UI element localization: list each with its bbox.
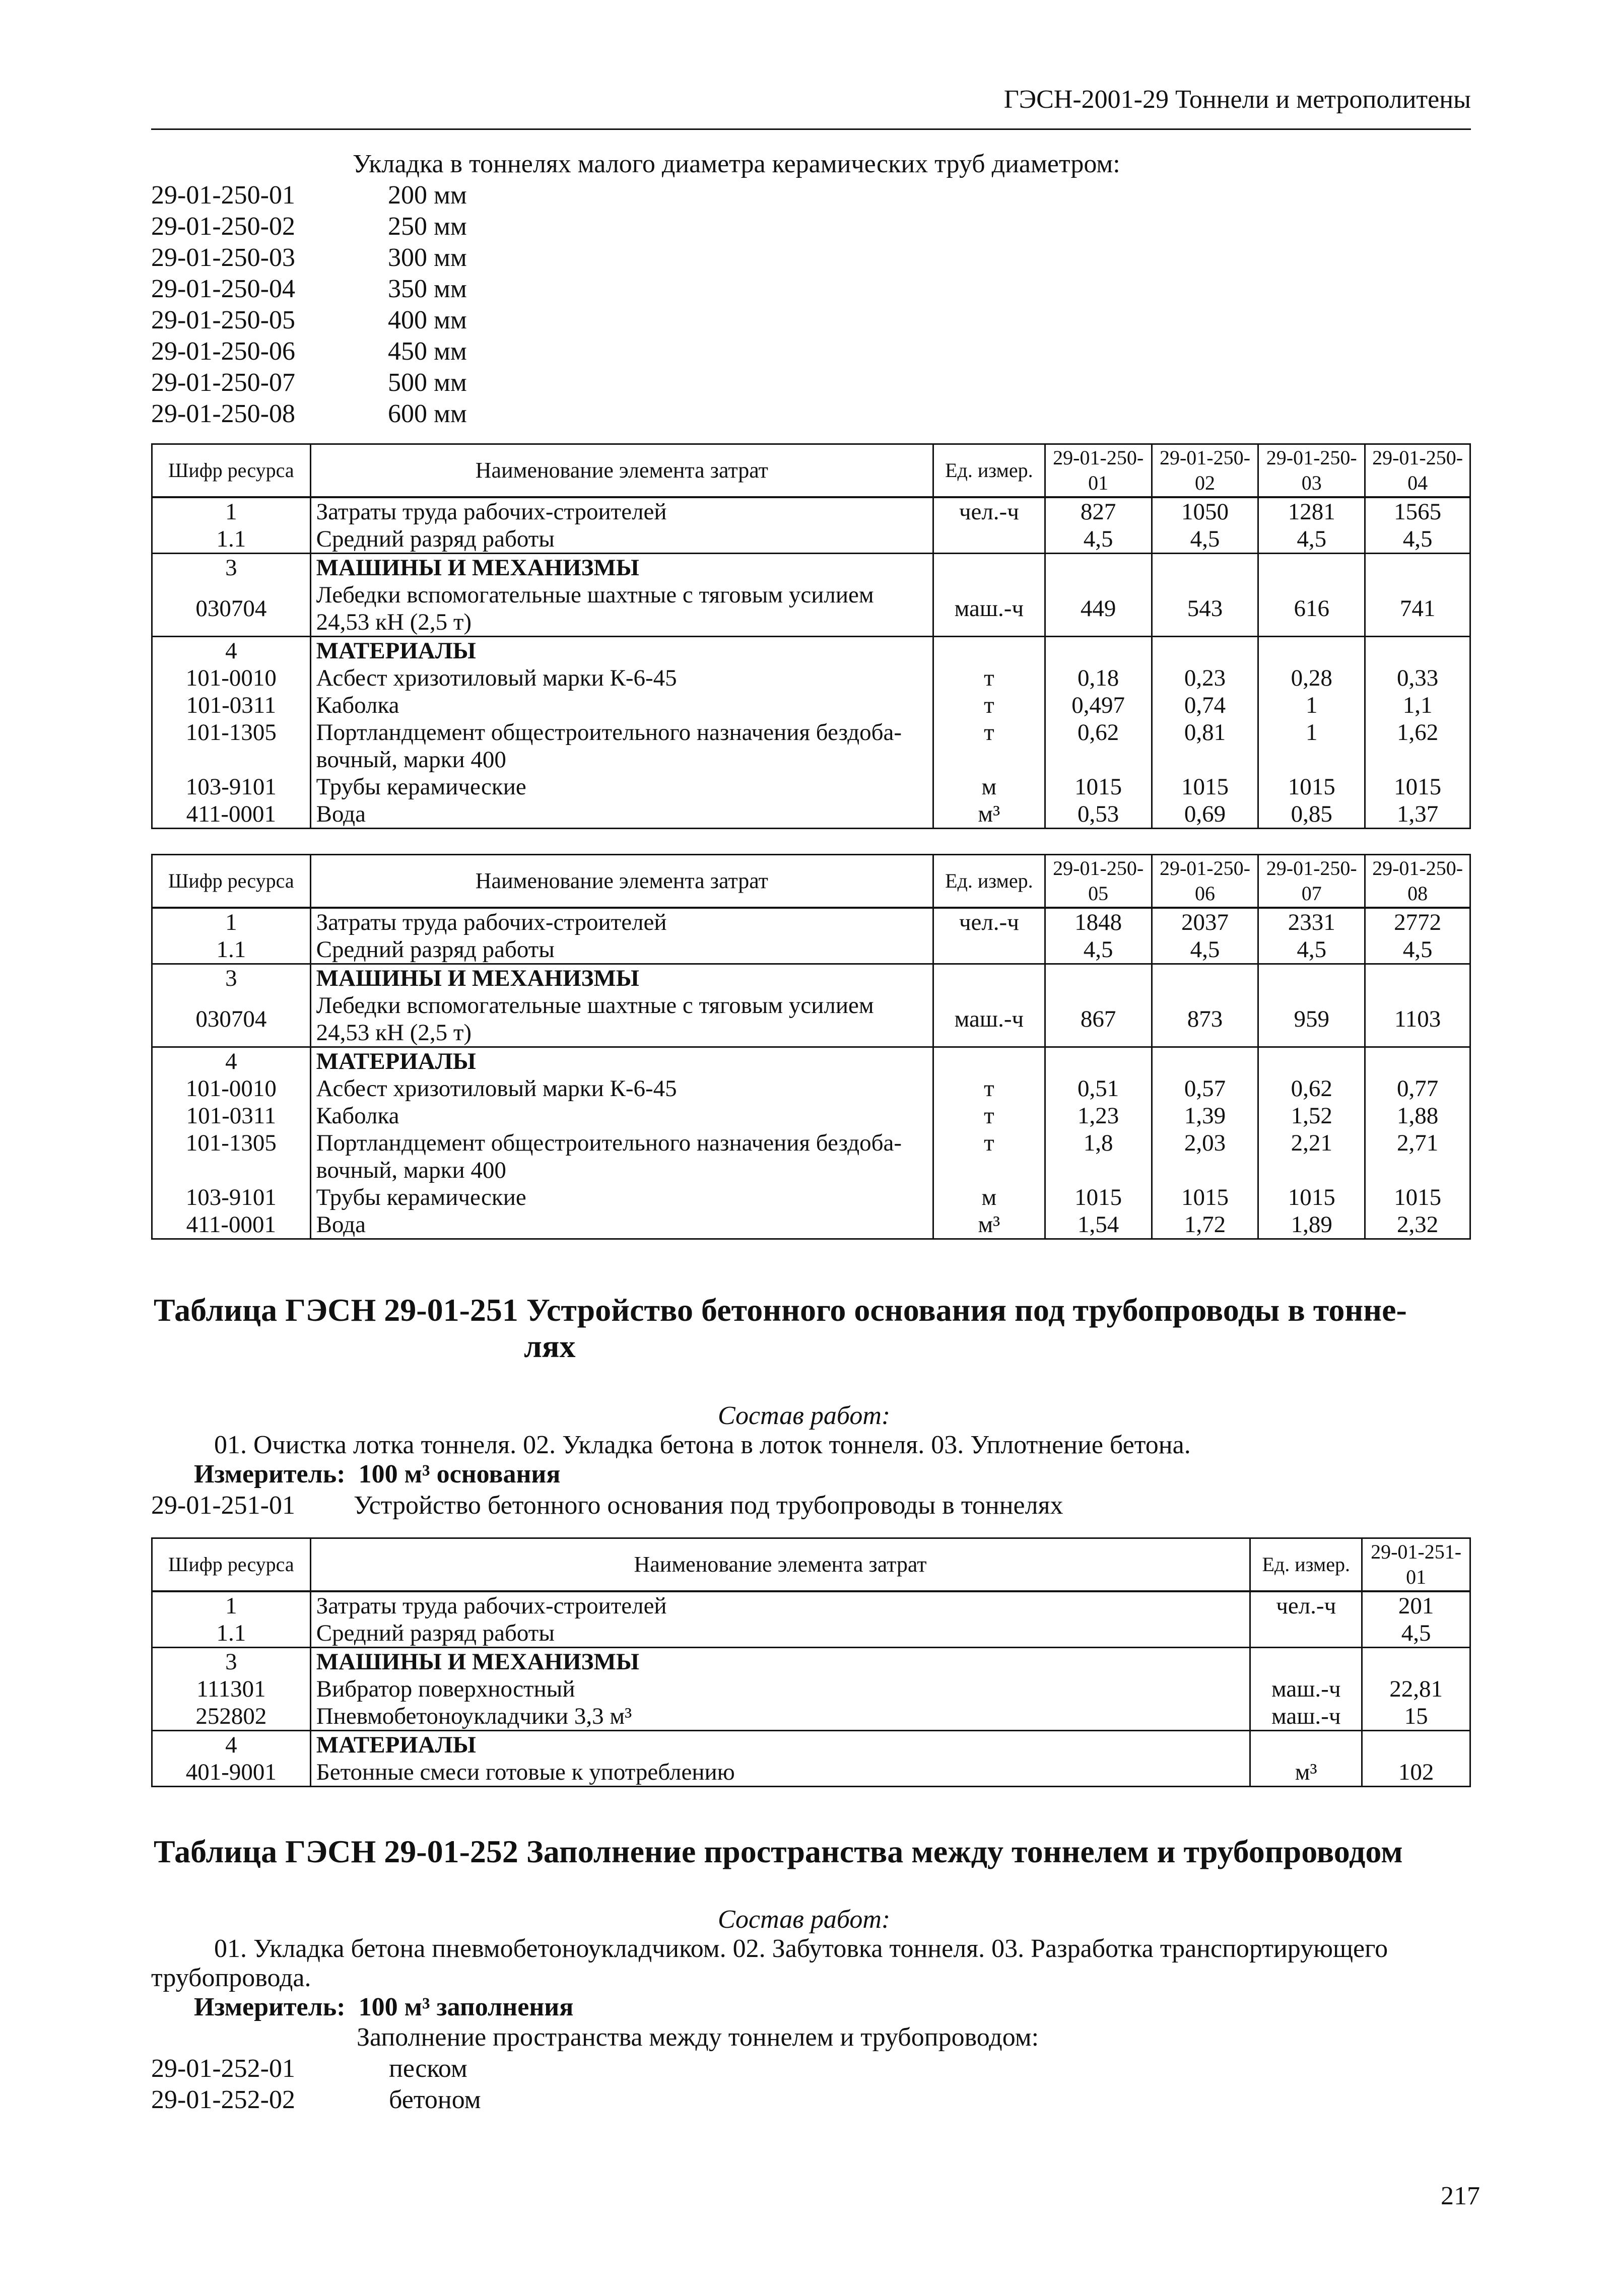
cell-value: 102 — [1362, 1759, 1470, 1787]
section-heading-materials: МАТЕРИАЛЫ — [310, 1047, 933, 1075]
cell-value: 827 — [1045, 497, 1152, 525]
cell-value: 22,81 — [1362, 1675, 1470, 1703]
cell-value: 1015 — [1152, 773, 1258, 800]
cell-unit: м — [933, 1184, 1045, 1211]
col-header-code: 29-01-250-03 — [1258, 444, 1365, 497]
cell-value: 616 — [1258, 581, 1365, 637]
cell-unit: маш.-ч — [1250, 1703, 1362, 1731]
running-header: ГЭСН-2001-29 Тоннели и метрополитены — [1003, 85, 1471, 114]
table-row — [152, 908, 1470, 936]
cell-name: Средний разряд работы — [310, 936, 933, 964]
cell-name-line: Лебедки вспомогательные шахтные с тяговым усилием — [316, 581, 874, 608]
table-252-title: Таблица ГЭСН 29-01-252 Заполнение пространства между тоннелем и трубопроводом — [154, 1834, 1403, 1869]
cell-unit: т — [933, 1129, 1045, 1184]
item-code: 29-01-250-04 — [151, 275, 295, 303]
cell-value: 0,51 — [1045, 1075, 1152, 1102]
cell-unit — [1250, 1730, 1362, 1759]
cell-code: 252802 — [152, 1703, 311, 1731]
col-header-name: Наименование элемента затрат — [310, 855, 933, 908]
cell-value — [1365, 636, 1470, 664]
section-252-intro: Заполнение пространства между тоннелем и трубопроводом: — [357, 2023, 1039, 2052]
cell-unit: маш.-ч — [933, 581, 1045, 637]
cell-name: Вибратор поверхностный — [310, 1675, 1250, 1703]
table-row — [152, 525, 1470, 554]
table-row — [152, 936, 1470, 964]
list-item — [151, 274, 467, 305]
norm-code: 29-01-251-01 — [151, 1491, 295, 1520]
table-header-row — [152, 855, 1470, 908]
cell-value: 1,88 — [1365, 1102, 1470, 1129]
cell-code: 101-0311 — [152, 692, 311, 719]
cell-unit: м³ — [933, 1211, 1045, 1239]
col-header-code: 29-01-250-05 — [1045, 855, 1152, 908]
cell-unit: т — [933, 664, 1045, 692]
section-250-intro: Укладка в тоннелях малого диаметра керамических труб диаметром: — [353, 150, 1120, 178]
item-code: 29-01-250-01 — [151, 181, 295, 210]
table-header-row — [152, 444, 1470, 497]
table-row — [152, 800, 1470, 829]
work-composition-label: Состав работ: — [718, 1401, 891, 1430]
item-desc: 600 мм — [388, 399, 467, 428]
cell-value: 1050 — [1152, 497, 1258, 525]
item-code: 29-01-250-05 — [151, 306, 295, 334]
cell-unit — [1250, 1619, 1362, 1648]
col-header-unit: Ед. измер. — [933, 855, 1045, 908]
cell-value: 873 — [1152, 992, 1258, 1047]
cell-value: 1,37 — [1365, 800, 1470, 829]
table-row — [152, 692, 1470, 719]
cell-code: 030704 — [152, 992, 311, 1047]
norm-code-line — [151, 1490, 1063, 1521]
cell-name: Средний разряд работы — [310, 525, 933, 554]
cell-code: 1.1 — [152, 525, 311, 554]
cell-value — [1045, 636, 1152, 664]
cell-code: 101-0010 — [152, 664, 311, 692]
table-row — [152, 719, 1470, 773]
cell-value — [1045, 1047, 1152, 1075]
cell-value: 1,39 — [1152, 1102, 1258, 1129]
col-header-resource: Шифр ресурса — [152, 444, 311, 497]
cell-value: 1 — [1258, 719, 1365, 773]
cell-code: 101-1305 — [152, 719, 311, 773]
cell-value: 1015 — [1045, 1184, 1152, 1211]
cell-value: 449 — [1045, 581, 1152, 637]
cell-unit — [933, 553, 1045, 581]
cell-name: Средний разряд работы — [310, 1619, 1250, 1648]
list-item — [151, 211, 467, 242]
cell-code: 103-9101 — [152, 773, 311, 800]
item-desc: 400 мм — [388, 306, 467, 334]
cell-unit: т — [933, 1102, 1045, 1129]
cell-value — [1362, 1730, 1470, 1759]
col-header-code: 29-01-250-04 — [1365, 444, 1470, 497]
section-252-code-list — [151, 2053, 481, 2116]
cell-value: 867 — [1045, 992, 1152, 1047]
cell-name-line: вочный, марки 400 — [316, 1157, 506, 1183]
cell-value: 0,53 — [1045, 800, 1152, 829]
cell-value: 1,54 — [1045, 1211, 1152, 1239]
list-item — [151, 398, 467, 430]
list-item — [151, 2084, 481, 2116]
cell-unit: чел.-ч — [933, 908, 1045, 936]
cell-value: 4,5 — [1365, 936, 1470, 964]
resource-table-250-b — [151, 854, 1471, 1240]
cell-name: Затраты труда рабочих-строителей — [310, 908, 933, 936]
cell-code: 1 — [152, 497, 311, 525]
cell-value: 0,62 — [1258, 1075, 1365, 1102]
cell-code: 3 — [152, 553, 311, 581]
meter-line — [194, 1459, 561, 1490]
cell-code: 4 — [152, 636, 311, 664]
cell-name: Каболка — [310, 1102, 933, 1129]
resource-table-250-a — [151, 443, 1471, 829]
cell-value: 4,5 — [1045, 525, 1152, 554]
item-desc: бетоном — [389, 2085, 481, 2114]
cell-unit: чел.-ч — [1250, 1591, 1362, 1619]
col-header-code: 29-01-250-01 — [1045, 444, 1152, 497]
col-header-unit: Ед. измер. — [1250, 1538, 1362, 1591]
cell-name: Затраты труда рабочих-строителей — [310, 497, 933, 525]
cell-value — [1258, 553, 1365, 581]
cell-value: 1015 — [1152, 1184, 1258, 1211]
cell-value: 201 — [1362, 1591, 1470, 1619]
cell-value: 1,72 — [1152, 1211, 1258, 1239]
cell-name-line: 24,53 кН (2,5 т) — [316, 609, 472, 635]
table-row — [152, 1647, 1470, 1675]
col-header-unit: Ед. измер. — [933, 444, 1045, 497]
cell-value: 4,5 — [1258, 525, 1365, 554]
col-header-code: 29-01-251-01 — [1362, 1538, 1470, 1591]
table-row — [152, 1075, 1470, 1102]
table-header-row — [152, 1538, 1470, 1591]
cell-value: 0,18 — [1045, 664, 1152, 692]
cell-value: 2,71 — [1365, 1129, 1470, 1184]
cell-value — [1152, 1047, 1258, 1075]
cell-code: 101-1305 — [152, 1129, 311, 1184]
cell-value: 1565 — [1365, 497, 1470, 525]
cell-value: 4,5 — [1365, 525, 1470, 554]
cell-value — [1152, 636, 1258, 664]
list-item — [151, 367, 467, 398]
cell-value: 2331 — [1258, 908, 1365, 936]
cell-name-line: 24,53 кН (2,5 т) — [316, 1019, 472, 1046]
resource-table-251 — [151, 1537, 1471, 1787]
cell-value — [1365, 1047, 1470, 1075]
work-composition-text: 01. Очистка лотка тоннеля. 02. Укладка бетона в лоток тоннеля. 03. Уплотнение бетона. — [214, 1431, 1191, 1459]
section-250-code-list — [151, 180, 467, 430]
cell-name: Асбест хризотиловый марки К-6-45 — [310, 1075, 933, 1102]
cell-value: 1015 — [1258, 773, 1365, 800]
cell-code: 103-9101 — [152, 1184, 311, 1211]
table-row — [152, 1211, 1470, 1239]
cell-name-line: Портландцемент общестроительного назначения бездоба- — [316, 719, 902, 746]
table-row — [152, 992, 1470, 1047]
cell-unit: т — [933, 692, 1045, 719]
col-header-code: 29-01-250-07 — [1258, 855, 1365, 908]
cell-name: Бетонные смеси готовые к употреблению — [310, 1759, 1250, 1787]
list-item — [151, 180, 467, 211]
cell-value: 2,21 — [1258, 1129, 1365, 1184]
list-item — [151, 242, 467, 274]
cell-code: 401-9001 — [152, 1759, 311, 1787]
cell-value: 741 — [1365, 581, 1470, 637]
cell-unit: чел.-ч — [933, 497, 1045, 525]
cell-value — [1152, 553, 1258, 581]
list-item — [151, 305, 467, 336]
table-row — [152, 497, 1470, 525]
cell-value — [1365, 964, 1470, 992]
section-heading-machines: МАШИНЫ И МЕХАНИЗМЫ — [310, 1647, 1250, 1675]
work-composition-text: 01. Укладка бетона пневмобетоноукладчиком. 02. Забутовка тоннеля. 03. Разработка транспортирующего — [214, 1934, 1388, 1963]
cell-name-line: Лебедки вспомогательные шахтные с тяговым усилием — [316, 992, 874, 1019]
meter-label: Измеритель: — [194, 1993, 346, 2021]
col-header-code: 29-01-250-06 — [1152, 855, 1258, 908]
cell-value: 1,89 — [1258, 1211, 1365, 1239]
cell-value: 4,5 — [1258, 936, 1365, 964]
cell-value — [1152, 964, 1258, 992]
cell-value: 1,62 — [1365, 719, 1470, 773]
cell-value: 1 — [1258, 692, 1365, 719]
list-item — [151, 336, 467, 367]
table-row — [152, 664, 1470, 692]
cell-code: 4 — [152, 1047, 311, 1075]
table-row — [152, 1675, 1470, 1703]
table-row — [152, 1184, 1470, 1211]
cell-value: 959 — [1258, 992, 1365, 1047]
cell-unit: м³ — [933, 800, 1045, 829]
item-desc: 250 мм — [388, 212, 467, 241]
cell-value: 0,57 — [1152, 1075, 1258, 1102]
cell-value: 0,77 — [1365, 1075, 1470, 1102]
work-composition-text-cont: трубопровода. — [151, 1964, 311, 1992]
cell-value: 1,1 — [1365, 692, 1470, 719]
item-desc: 300 мм — [388, 243, 467, 272]
cell-value — [1365, 553, 1470, 581]
cell-value: 0,28 — [1258, 664, 1365, 692]
table-row — [152, 1759, 1470, 1787]
table-row — [152, 1730, 1470, 1759]
cell-code: 1.1 — [152, 1619, 311, 1648]
cell-value: 1015 — [1365, 773, 1470, 800]
cell-unit — [1250, 1647, 1362, 1675]
cell-name: Вода — [310, 1211, 933, 1239]
table-row — [152, 1129, 1470, 1184]
cell-name: Вода — [310, 800, 933, 829]
cell-name: Затраты труда рабочих-строителей — [310, 1591, 1250, 1619]
cell-value — [1258, 1047, 1365, 1075]
item-code: 29-01-250-08 — [151, 399, 295, 428]
item-code: 29-01-250-07 — [151, 368, 295, 397]
item-code: 29-01-252-02 — [151, 2085, 295, 2114]
cell-code: 4 — [152, 1730, 311, 1759]
cell-value: 4,5 — [1362, 1619, 1470, 1648]
cell-code: 1 — [152, 908, 311, 936]
cell-unit — [933, 1047, 1045, 1075]
norm-desc: Устройство бетонного основания под трубопроводы в тоннелях — [354, 1491, 1063, 1520]
item-desc: 450 мм — [388, 337, 467, 366]
cell-unit — [933, 936, 1045, 964]
cell-value: 543 — [1152, 581, 1258, 637]
table-row — [152, 1102, 1470, 1129]
cell-value: 2,03 — [1152, 1129, 1258, 1184]
section-heading-machines: МАШИНЫ И МЕХАНИЗМЫ — [310, 553, 933, 581]
col-header-code: 29-01-250-02 — [1152, 444, 1258, 497]
table-251-title-line1: Таблица ГЭСН 29-01-251 Устройство бетонного основания под трубопроводы в тонне- — [154, 1292, 1407, 1328]
meter-value: 100 м³ основания — [358, 1460, 561, 1489]
cell-value: 2,32 — [1365, 1211, 1470, 1239]
table-row — [152, 553, 1470, 581]
cell-value: 0,62 — [1045, 719, 1152, 773]
section-heading-materials: МАТЕРИАЛЫ — [310, 636, 933, 664]
cell-value: 4,5 — [1152, 525, 1258, 554]
item-code: 29-01-252-01 — [151, 2054, 295, 2083]
cell-unit: т — [933, 719, 1045, 773]
cell-value: 1,52 — [1258, 1102, 1365, 1129]
cell-name: Пневмобетоноукладчики 3,3 м³ — [310, 1703, 1250, 1731]
cell-unit: маш.-ч — [1250, 1675, 1362, 1703]
cell-code: 3 — [152, 964, 311, 992]
cell-value: 1015 — [1258, 1184, 1365, 1211]
cell-unit: м — [933, 773, 1045, 800]
cell-value — [1045, 553, 1152, 581]
cell-value: 2037 — [1152, 908, 1258, 936]
cell-unit — [933, 636, 1045, 664]
cell-unit: т — [933, 1075, 1045, 1102]
page-number: 217 — [1441, 2182, 1480, 2210]
meter-label: Измеритель: — [194, 1460, 346, 1489]
cell-name — [310, 1129, 933, 1184]
cell-value — [1045, 964, 1152, 992]
item-desc: 350 мм — [388, 275, 467, 303]
cell-value: 15 — [1362, 1703, 1470, 1731]
cell-value: 1848 — [1045, 908, 1152, 936]
cell-value: 4,5 — [1045, 936, 1152, 964]
table-row — [152, 636, 1470, 664]
meter-value: 100 м³ заполнения — [358, 1993, 574, 2021]
work-composition-label: Состав работ: — [718, 1905, 891, 1934]
table-row — [152, 964, 1470, 992]
cell-code: 030704 — [152, 581, 311, 637]
col-header-resource: Шифр ресурса — [152, 855, 311, 908]
cell-name: Асбест хризотиловый марки К-6-45 — [310, 664, 933, 692]
section-heading-machines: МАШИНЫ И МЕХАНИЗМЫ — [310, 964, 933, 992]
cell-value: 1015 — [1365, 1184, 1470, 1211]
table-row — [152, 1703, 1470, 1731]
table-row — [152, 1047, 1470, 1075]
table-row — [152, 1619, 1470, 1648]
cell-name — [310, 992, 933, 1047]
cell-value — [1258, 636, 1365, 664]
cell-value: 1103 — [1365, 992, 1470, 1047]
col-header-name: Наименование элемента затрат — [310, 1538, 1250, 1591]
cell-value: 4,5 — [1152, 936, 1258, 964]
cell-code: 411-0001 — [152, 1211, 311, 1239]
col-header-name: Наименование элемента затрат — [310, 444, 933, 497]
cell-value: 0,81 — [1152, 719, 1258, 773]
cell-name-line: Портландцемент общестроительного назначения бездоба- — [316, 1129, 902, 1156]
cell-unit: маш.-ч — [933, 992, 1045, 1047]
list-item — [151, 2053, 481, 2084]
cell-code: 411-0001 — [152, 800, 311, 829]
item-desc: 500 мм — [388, 368, 467, 397]
item-code: 29-01-250-03 — [151, 243, 295, 272]
cell-value: 0,33 — [1365, 664, 1470, 692]
cell-value: 1015 — [1045, 773, 1152, 800]
cell-name: Каболка — [310, 692, 933, 719]
header-rule — [151, 128, 1471, 130]
table-row — [152, 581, 1470, 637]
cell-value: 0,23 — [1152, 664, 1258, 692]
cell-unit: м³ — [1250, 1759, 1362, 1787]
col-header-code: 29-01-250-08 — [1365, 855, 1470, 908]
table-row — [152, 773, 1470, 800]
cell-value: 0,69 — [1152, 800, 1258, 829]
cell-code: 1.1 — [152, 936, 311, 964]
cell-value: 1,8 — [1045, 1129, 1152, 1184]
table-251-title-line2: лях — [524, 1328, 576, 1364]
cell-code: 3 — [152, 1647, 311, 1675]
cell-value: 2772 — [1365, 908, 1470, 936]
cell-unit — [933, 525, 1045, 554]
cell-value: 1281 — [1258, 497, 1365, 525]
cell-name: Трубы керамические — [310, 773, 933, 800]
cell-unit — [933, 964, 1045, 992]
cell-value: 0,85 — [1258, 800, 1365, 829]
cell-value: 0,74 — [1152, 692, 1258, 719]
cell-code: 111301 — [152, 1675, 311, 1703]
cell-value — [1362, 1647, 1470, 1675]
item-desc: 200 мм — [388, 181, 467, 210]
section-heading-materials: МАТЕРИАЛЫ — [310, 1730, 1250, 1759]
cell-value: 1,23 — [1045, 1102, 1152, 1129]
cell-code: 101-0010 — [152, 1075, 311, 1102]
meter-line — [194, 1992, 573, 2023]
cell-value: 0,497 — [1045, 692, 1152, 719]
cell-code: 101-0311 — [152, 1102, 311, 1129]
cell-name — [310, 581, 933, 637]
col-header-resource: Шифр ресурса — [152, 1538, 311, 1591]
cell-name — [310, 719, 933, 773]
item-code: 29-01-250-02 — [151, 212, 295, 241]
cell-name: Трубы керамические — [310, 1184, 933, 1211]
item-desc: песком — [389, 2054, 467, 2083]
cell-name-line: вочный, марки 400 — [316, 746, 506, 773]
item-code: 29-01-250-06 — [151, 337, 295, 366]
table-row — [152, 1591, 1470, 1619]
cell-code: 1 — [152, 1591, 311, 1619]
cell-value — [1258, 964, 1365, 992]
